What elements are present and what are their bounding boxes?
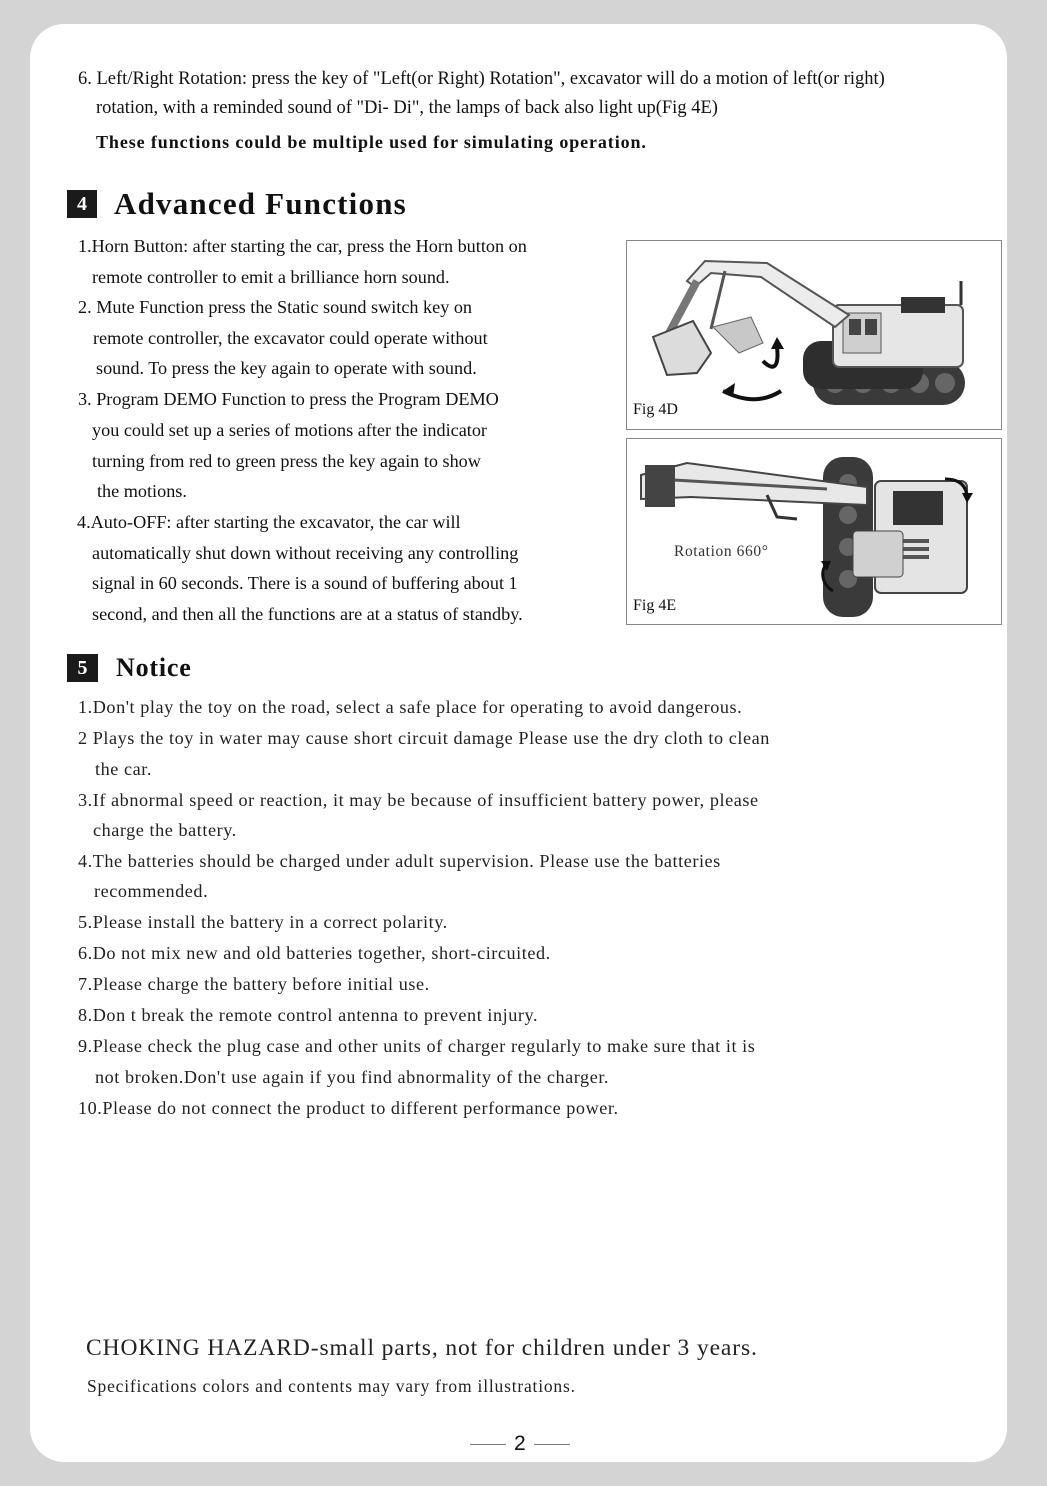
figure-4e-caption: Fig 4E	[633, 597, 677, 614]
rotation-item-line-1: 6. Left/Right Rotation: press the key of "Left(or Right) Rotation", excavator will do a motion of left(or right)	[78, 69, 885, 89]
excavator-rotation-illustration	[627, 439, 1001, 624]
section-number-badge: 5	[67, 654, 98, 682]
advanced-line: 2. Mute Function press the Static sound switch key on	[78, 297, 473, 317]
notice-line: 2 Plays the toy in water may cause short circuit damage Please use the dry cloth to clean	[78, 728, 770, 748]
notice-line: 5.Please install the battery in a correct polarity.	[78, 912, 448, 932]
specifications-disclaimer: Specifications colors and contents may vary from illustrations.	[87, 1376, 576, 1396]
notice-line: 6.Do not mix new and old batteries together, short-circuited.	[78, 943, 551, 963]
rotation-label: Rotation 660°	[674, 543, 769, 560]
advanced-line: turning from red to green press the key again to show	[92, 451, 481, 471]
choking-hazard-warning: CHOKING HAZARD-small parts, not for children under 3 years.	[86, 1335, 758, 1361]
figure-4d-caption: Fig 4D	[633, 401, 678, 418]
page-number-block	[470, 1432, 570, 1456]
notice-line: not broken.Don't use again if you find abnormality of the charger.	[95, 1067, 610, 1087]
notice-heading	[67, 653, 192, 683]
advanced-line: remote controller, the excavator could operate without	[93, 328, 488, 348]
notice-line: 10.Please do not connect the product to different performance power.	[78, 1098, 619, 1118]
notice-line: recommended.	[94, 881, 209, 901]
advanced-line: the motions.	[97, 481, 187, 501]
rotation-item-line-2: rotation, with a reminded sound of "Di- Di", the lamps of back also light up(Fig 4E)	[96, 98, 718, 118]
page-number: 2	[514, 1432, 526, 1455]
advanced-line: 1.Horn Button: after starting the car, press the Horn button on	[78, 236, 527, 256]
divider	[470, 1444, 506, 1445]
notice-line: 1.Don't play the toy on the road, select a safe place for operating to avoid dangerous.	[78, 697, 743, 717]
advanced-line: automatically shut down without receiving any controlling	[92, 543, 519, 563]
advanced-line: sound. To press the key again to operate with sound.	[96, 358, 477, 378]
notice-line: the car.	[95, 759, 152, 779]
section-title: Notice	[116, 653, 192, 682]
figure-4e	[626, 438, 1002, 625]
advanced-functions-heading	[67, 186, 407, 222]
notice-line: charge the battery.	[93, 820, 237, 840]
functions-emphasis: These functions could be multiple used for simulating operation.	[96, 132, 647, 152]
manual-page	[30, 24, 1007, 1462]
notice-line: 3.If abnormal speed or reaction, it may be because of insufficient battery power, please	[78, 790, 759, 810]
advanced-line: 3. Program DEMO Function to press the Program DEMO	[78, 389, 499, 409]
notice-line: 9.Please check the plug case and other units of charger regularly to make sure that it is	[78, 1036, 756, 1056]
figure-4d	[626, 240, 1002, 430]
advanced-line: signal in 60 seconds. There is a sound of buffering about 1	[92, 573, 518, 593]
section-title: Advanced Functions	[114, 186, 407, 221]
divider	[534, 1444, 570, 1445]
advanced-line: 4.Auto-OFF: after starting the excavator, the car will	[77, 512, 461, 532]
excavator-digging-illustration	[627, 241, 1001, 429]
notice-line: 7.Please charge the battery before initial use.	[78, 974, 430, 994]
notice-line: 4.The batteries should be charged under adult supervision. Please use the batteries	[78, 851, 721, 871]
section-number-badge: 4	[67, 190, 97, 218]
advanced-line: remote controller to emit a brilliance horn sound.	[92, 267, 450, 287]
advanced-line: you could set up a series of motions after the indicator	[92, 420, 487, 440]
notice-line: 8.Don t break the remote control antenna to prevent injury.	[78, 1005, 539, 1025]
advanced-line: second, and then all the functions are at a status of standby.	[92, 604, 523, 624]
